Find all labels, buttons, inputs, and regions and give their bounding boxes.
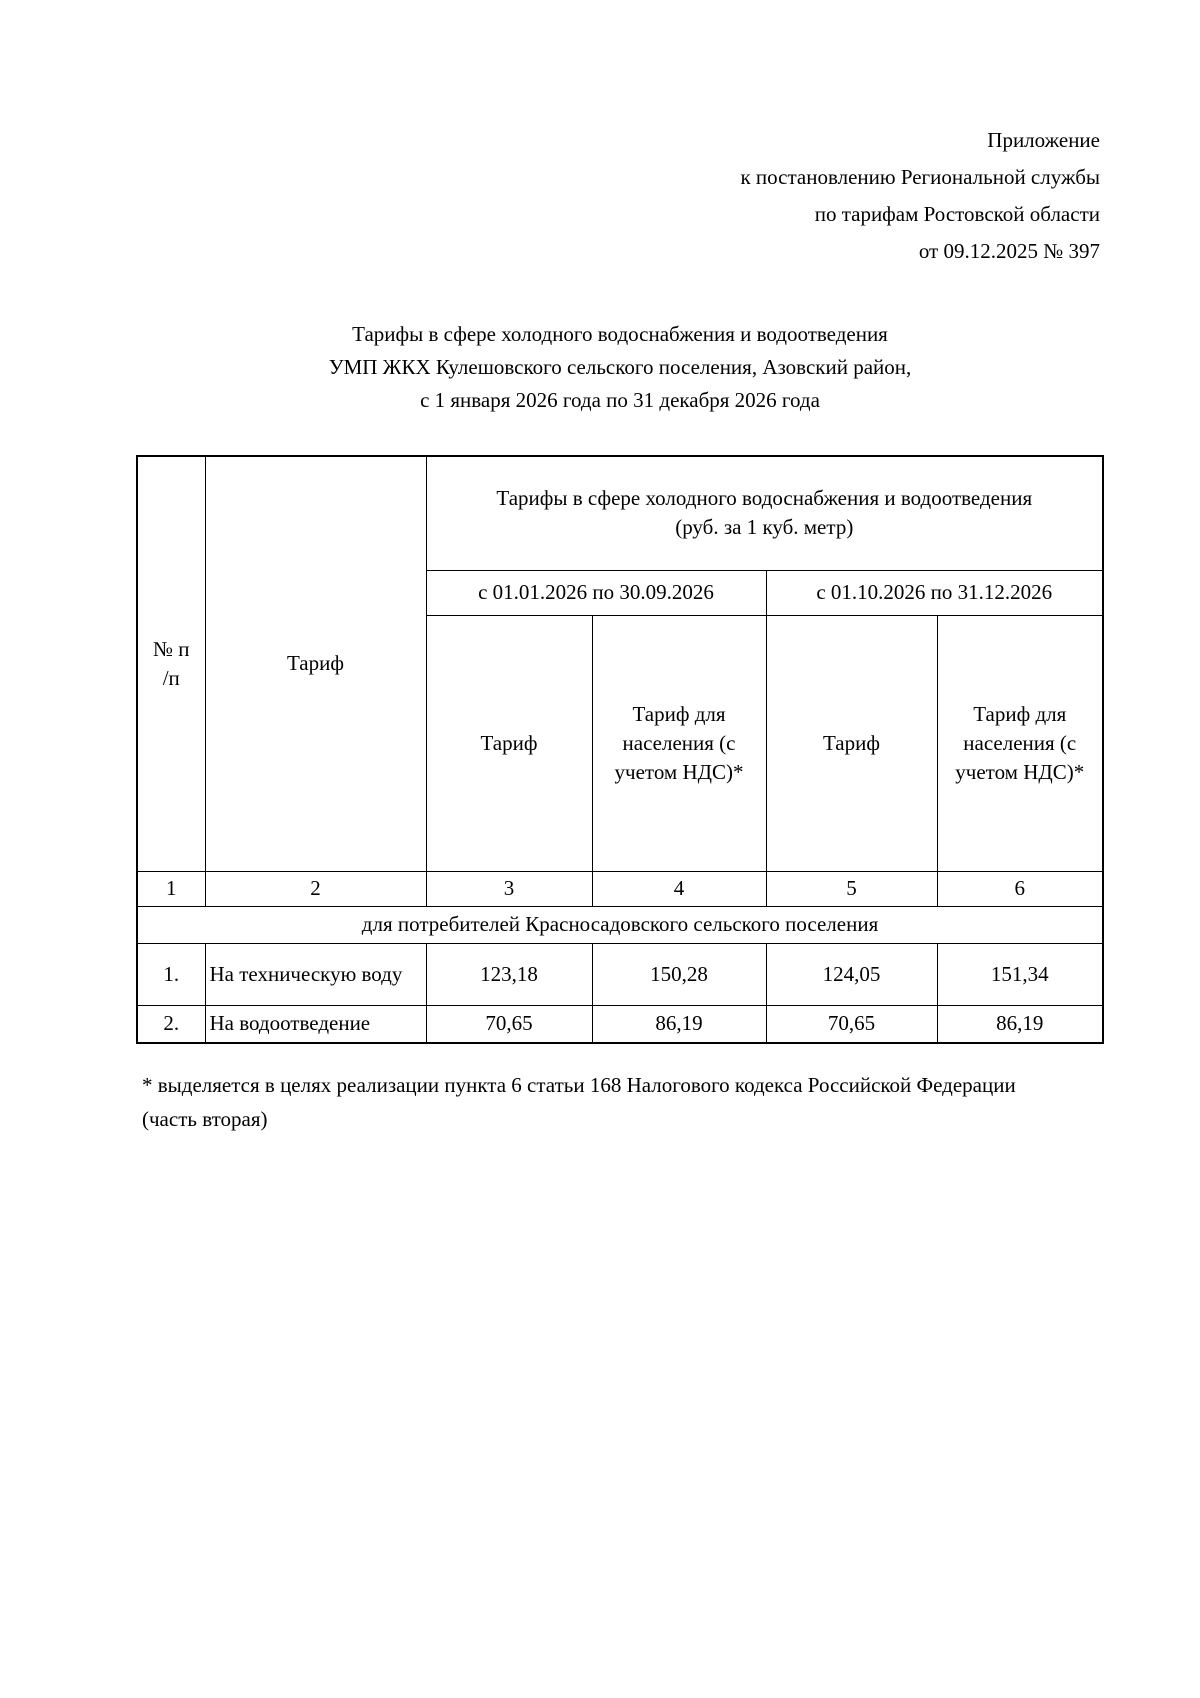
column-number-3: 3	[426, 871, 592, 906]
title-line-1: Тарифы в сфере холодного водоснабжения и водоотведения	[352, 322, 888, 346]
title-line-3: с 1 января 2026 года по 31 декабря 2026 года	[420, 388, 820, 412]
row-name: На водоотведение	[205, 1005, 426, 1043]
column-number-2: 2	[205, 871, 426, 906]
column-number-1: 1	[137, 871, 205, 906]
appendix-block	[740, 122, 1100, 270]
title-line-2: УМП ЖКХ Кулешовского сельского поселения, Азовский район,	[328, 355, 912, 379]
subheader-tariff-1: Тариф	[426, 615, 592, 871]
table-row	[137, 943, 1103, 1005]
column-number-6: 6	[937, 871, 1103, 906]
document-title	[0, 318, 1200, 417]
subheader-tariff-2: Тариф	[766, 615, 937, 871]
subheader-population-2: Тариф для населения (с учетом НДС)*	[937, 615, 1103, 871]
appendix-line-2: к постановлению Региональной службы	[740, 165, 1100, 189]
header-period-1: с 01.01.2026 по 30.09.2026	[426, 570, 766, 615]
header-group	[426, 456, 1103, 570]
subheader-population-1: Тариф для населения (с учетом НДС)*	[592, 615, 766, 871]
row-value-2: 86,19	[592, 1005, 766, 1043]
header-number: № п /п	[137, 456, 205, 871]
row-number: 1.	[137, 943, 205, 1005]
header-group-line-2: (руб. за 1 куб. метр)	[675, 515, 854, 540]
appendix-line-4: от 09.12.2025 № 397	[918, 239, 1100, 263]
row-value-3: 124,05	[766, 943, 937, 1005]
header-group-line-1: Тарифы в сфере холодного водоснабжения и водоотведения	[496, 486, 1033, 511]
row-value-3: 70,65	[766, 1005, 937, 1043]
column-number-4: 4	[592, 871, 766, 906]
row-number: 2.	[137, 1005, 205, 1043]
section-title: для потребителей Красносадовского сельского поселения	[137, 906, 1103, 943]
table-row	[137, 1005, 1103, 1043]
appendix-line-1: Приложение	[987, 128, 1100, 152]
row-value-4: 86,19	[937, 1005, 1103, 1043]
appendix-line-3: по тарифам Ростовской области	[814, 202, 1100, 226]
row-name: На техническую воду	[205, 943, 426, 1005]
row-value-1: 70,65	[426, 1005, 592, 1043]
footnote: * выделяется в целях реализации пункта 6 статьи 168 Налогового кодекса Российской Федерации (часть вторая)	[142, 1073, 1016, 1131]
column-number-5: 5	[766, 871, 937, 906]
row-value-2: 150,28	[592, 943, 766, 1005]
header-tariff: Тариф	[205, 456, 426, 871]
row-value-1: 123,18	[426, 943, 592, 1005]
tariff-table	[136, 455, 1104, 1044]
row-value-4: 151,34	[937, 943, 1103, 1005]
header-period-2: с 01.10.2026 по 31.12.2026	[766, 570, 1103, 615]
